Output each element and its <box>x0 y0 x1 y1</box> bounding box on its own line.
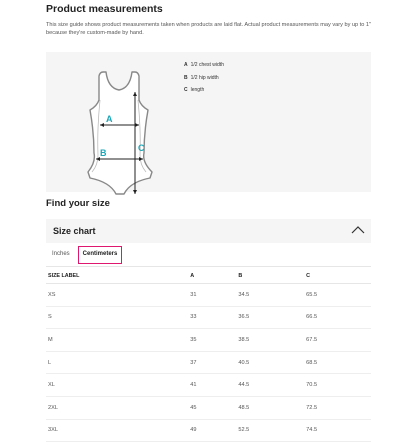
value-a-cell: 35 <box>188 329 236 352</box>
value-a-cell: 49 <box>188 419 236 442</box>
column-header-a: A <box>188 268 236 284</box>
value-c-cell: 66.5 <box>304 306 371 329</box>
value-c-cell: 74.5 <box>304 419 371 442</box>
measurement-legend <box>184 62 224 100</box>
table-row <box>46 284 371 307</box>
value-b-cell: 36.5 <box>236 306 304 329</box>
value-a-cell: 41 <box>188 374 236 397</box>
label-b: B <box>100 148 107 158</box>
tabs-divider <box>46 266 371 267</box>
column-header-size-label: SIZE LABEL <box>46 268 188 284</box>
value-a-cell: 37 <box>188 351 236 374</box>
size-label-cell: S <box>46 306 188 329</box>
label-a: A <box>106 114 113 124</box>
value-b-cell: 38.5 <box>236 329 304 352</box>
value-b-cell: 40.5 <box>236 351 304 374</box>
product-measurements-title: Product measurements <box>46 3 163 15</box>
value-c-cell: 68.5 <box>304 351 371 374</box>
legend-item-b: B 1/2 hip width <box>184 74 219 81</box>
unit-tabs <box>46 246 371 266</box>
size-label-cell: 2XL <box>46 396 188 419</box>
measurement-guide-panel <box>46 52 371 192</box>
value-b-cell: 48.5 <box>236 396 304 419</box>
size-chart-title: Size chart <box>53 226 96 236</box>
value-c-cell: 72.5 <box>304 396 371 419</box>
tab-inches[interactable]: Inches <box>52 251 70 257</box>
table-header-row <box>46 268 371 284</box>
value-a-cell: 33 <box>188 306 236 329</box>
column-header-b: B <box>236 268 304 284</box>
value-b-cell: 52.5 <box>236 419 304 442</box>
table-row <box>46 351 371 374</box>
tab-centimeters[interactable]: Centimeters <box>78 246 122 264</box>
column-header-c: C <box>304 268 371 284</box>
table-row <box>46 419 371 442</box>
value-b-cell: 44.5 <box>236 374 304 397</box>
value-c-cell: 70.5 <box>304 374 371 397</box>
value-b-cell: 34.5 <box>236 284 304 307</box>
size-label-cell: XS <box>46 284 188 307</box>
size-label-cell: L <box>46 351 188 374</box>
value-a-cell: 31 <box>188 284 236 307</box>
size-chart-header[interactable] <box>46 219 371 243</box>
value-a-cell: 45 <box>188 396 236 419</box>
value-c-cell: 65.5 <box>304 284 371 307</box>
chevron-up-icon[interactable] <box>351 225 365 235</box>
product-measurements-description: This size guide shows product measurements taken when products are laid flat. Actual product measurements may vary by up to 1" because they're custom-made by hand. <box>46 22 372 36</box>
legend-item-a: A 1/2 chest width <box>184 62 224 68</box>
table-row <box>46 306 371 329</box>
size-label-cell: M <box>46 329 188 352</box>
find-your-size-title: Find your size <box>46 198 110 209</box>
label-c: C <box>138 143 145 153</box>
size-label-cell: XL <box>46 374 188 397</box>
table-row <box>46 374 371 397</box>
legend-item-c: C length <box>184 87 205 93</box>
value-c-cell: 67.5 <box>304 329 371 352</box>
swimsuit-diagram <box>84 70 154 195</box>
table-row <box>46 329 371 352</box>
size-label-cell: 3XL <box>46 419 188 442</box>
